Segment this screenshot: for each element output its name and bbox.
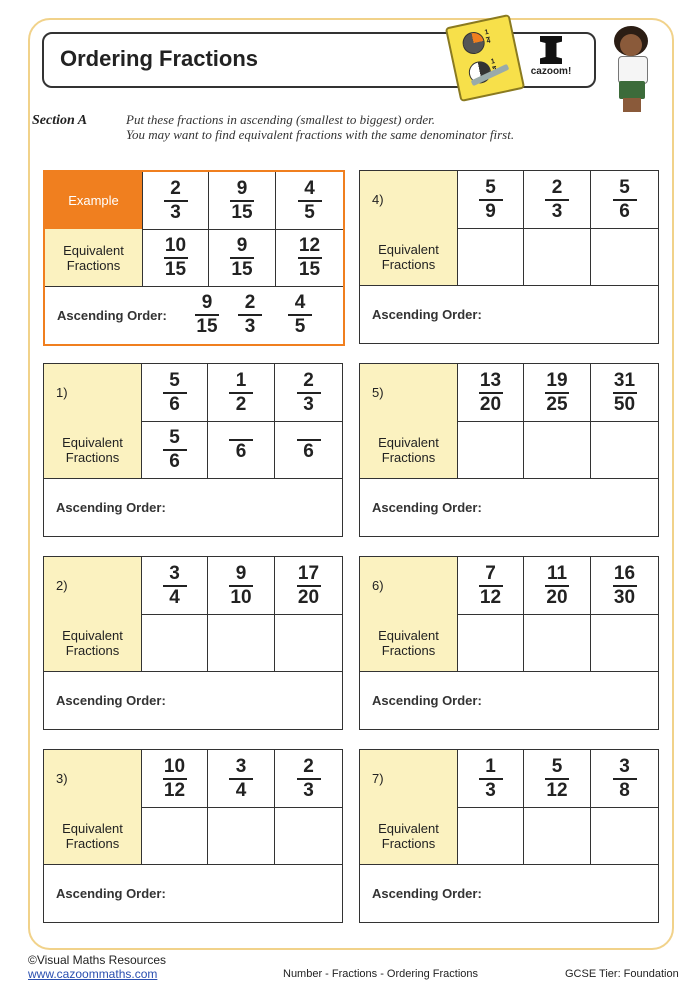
fraction: [298, 179, 322, 223]
equivalent-answer-cell[interactable]: [275, 421, 342, 478]
fraction-denominator: 30: [613, 586, 636, 608]
ascending-row[interactable]: [360, 671, 658, 729]
equivalent-fractions-label: Equivalent Fractions: [45, 229, 143, 286]
equivalent-answer-cell[interactable]: [524, 614, 591, 671]
equivalent-fractions-label: Equivalent Fractions: [360, 228, 458, 285]
equivalent-fractions-label: Equivalent Fractions: [360, 421, 458, 478]
equivalent-answer-cell[interactable]: [591, 614, 658, 671]
notebook-fraction-1: 1 4: [484, 28, 492, 46]
question-box: [43, 556, 343, 730]
fractions-row: [44, 750, 342, 808]
fraction-numerator: 31: [613, 369, 636, 391]
equivalent-answer-cell[interactable]: [458, 807, 524, 864]
fraction-denominator: 6: [303, 440, 314, 462]
fraction-numerator: 4: [294, 292, 306, 313]
equivalent-answer-cell[interactable]: [524, 421, 591, 478]
fraction: [230, 236, 254, 280]
fraction-denominator: 9: [485, 200, 496, 222]
footer-topic: Number - Fractions - Ordering Fractions: [283, 968, 478, 980]
fraction-denominator: 6: [619, 200, 630, 222]
fraction: [229, 564, 253, 608]
fraction-cell: [276, 172, 343, 229]
fraction-denominator: 4: [235, 779, 247, 801]
fraction-numerator: 7: [485, 562, 496, 584]
fraction-numerator: 12: [298, 234, 321, 256]
fraction: [163, 564, 187, 608]
fraction: [545, 564, 569, 608]
footer-copyright: ©Visual Maths Resources: [28, 953, 167, 967]
footer-tier: GCSE Tier: Foundation: [565, 968, 679, 980]
ascending-row[interactable]: [360, 864, 658, 922]
fraction: [545, 371, 569, 415]
fraction-denominator: 6: [169, 450, 180, 472]
ascending-answer-fraction: [288, 286, 312, 344]
notebook-fraction-2: 1: [490, 58, 497, 75]
fraction: [297, 371, 321, 415]
fraction-denominator: 15: [196, 316, 218, 337]
ascending-order-label: Ascending Order:: [372, 499, 482, 515]
fraction: [613, 564, 637, 608]
footer-credits: [28, 953, 166, 981]
ascending-row[interactable]: [44, 864, 342, 922]
fraction-denominator: 2: [235, 393, 247, 415]
fraction-denominator: 20: [297, 586, 320, 608]
equivalent-answer-cell[interactable]: [209, 229, 276, 286]
fraction-cell: [458, 364, 524, 421]
ascending-row[interactable]: [360, 285, 658, 343]
fraction: [298, 236, 322, 280]
fraction: [163, 428, 187, 472]
equivalent-row: [44, 421, 342, 479]
fraction-denominator: 3: [551, 200, 563, 222]
equivalent-row: [44, 614, 342, 672]
fractions-row: [44, 364, 342, 422]
fraction-denominator: 20: [546, 586, 568, 608]
fraction: [163, 757, 187, 801]
equivalent-row: [360, 614, 658, 672]
ascending-order-label: Ascending Order:: [56, 499, 166, 515]
fraction-numerator: 2: [303, 755, 314, 777]
ascending-answer-fraction: [195, 286, 219, 344]
fraction-denominator: 15: [231, 258, 253, 280]
fraction-cell: [275, 557, 342, 614]
question-box: [359, 170, 659, 344]
question-number: 6): [360, 557, 458, 614]
fraction: [288, 293, 312, 337]
fraction: [297, 564, 321, 608]
fraction-numerator: 1: [485, 755, 496, 777]
equivalent-answer-cell[interactable]: [275, 614, 342, 671]
equivalent-answer-cell[interactable]: [142, 807, 208, 864]
fraction-denominator: 15: [298, 258, 321, 280]
fraction-cell: [524, 364, 591, 421]
fraction-cell: [524, 750, 591, 807]
ascending-order-label: Ascending Order:: [56, 692, 166, 708]
fraction: [613, 178, 637, 222]
equivalent-answer-cell[interactable]: [524, 807, 591, 864]
cazoom-logo-text: cazoom!: [530, 66, 572, 77]
equivalent-answer-cell[interactable]: [142, 421, 208, 478]
fraction-cell: [208, 557, 275, 614]
equivalent-answer-cell[interactable]: [142, 614, 208, 671]
fraction: [297, 757, 321, 801]
fraction-denominator: 15: [164, 258, 187, 280]
question-box: [43, 749, 343, 923]
equivalent-answer-cell[interactable]: [458, 228, 524, 285]
fraction-denominator: 25: [546, 393, 568, 415]
equivalent-row: [44, 807, 342, 865]
question-box: [359, 749, 659, 923]
fractions-row: [44, 557, 342, 615]
fractions-row: [360, 750, 658, 808]
fraction-numerator: 2: [244, 292, 256, 313]
fraction: [163, 371, 187, 415]
fraction-numerator: 2: [303, 369, 314, 391]
fractions-row: [360, 557, 658, 615]
fraction-cell: [142, 750, 208, 807]
student-character-illustration: [610, 26, 654, 114]
fraction-cell: [142, 364, 208, 421]
ascending-order-label: Ascending Order:: [372, 692, 482, 708]
fraction: [229, 438, 253, 462]
fraction-numerator: 5: [485, 176, 496, 198]
fraction-denominator: 3: [244, 316, 256, 337]
fraction-numerator: 5: [551, 755, 563, 777]
fraction: [613, 371, 637, 415]
ascending-row[interactable]: [45, 286, 343, 344]
fraction-denominator: 12: [546, 779, 568, 801]
equivalent-answer-cell[interactable]: [275, 807, 342, 864]
fraction-numerator: 17: [297, 562, 320, 584]
fraction-denominator: 3: [303, 779, 314, 801]
fraction-denominator: 8: [619, 779, 630, 801]
equivalent-answer-cell[interactable]: [591, 421, 658, 478]
fraction-denominator: 20: [479, 393, 502, 415]
fraction-cell: [208, 364, 275, 421]
question-number: 2): [44, 557, 142, 614]
fraction-denominator: 15: [231, 201, 253, 223]
fractions-row: [360, 364, 658, 422]
fraction: [164, 236, 188, 280]
fraction: [613, 757, 637, 801]
fraction-cell: [275, 750, 342, 807]
question-box: [359, 556, 659, 730]
fractions-row: [45, 172, 343, 230]
fraction-numerator: 19: [546, 369, 568, 391]
ascending-order-label: Ascending Order:: [372, 885, 482, 901]
fraction-cell: [143, 172, 209, 229]
fraction-numerator: 3: [169, 562, 180, 584]
ascending-row[interactable]: [44, 671, 342, 729]
example-box: [43, 170, 345, 346]
fraction: [297, 438, 321, 462]
fraction: [479, 178, 503, 222]
equivalent-answer-cell[interactable]: [208, 614, 275, 671]
ascending-row[interactable]: [360, 478, 658, 536]
equivalent-fractions-label: Equivalent Fractions: [44, 614, 142, 671]
ascending-order-label: Ascending Order:: [372, 306, 482, 322]
instructions: [126, 112, 514, 142]
equivalent-fractions-label: Equivalent Fractions: [44, 807, 142, 864]
fraction-numerator: 16: [613, 562, 636, 584]
fraction-denominator: 5: [304, 201, 315, 223]
fraction-numerator: 9: [236, 234, 248, 256]
page-title: Ordering Fractions: [60, 46, 259, 71]
fraction-numerator: 1: [235, 369, 247, 391]
equivalent-answer-cell[interactable]: [143, 229, 209, 286]
fraction: [164, 179, 188, 223]
fraction: [230, 179, 254, 223]
fraction: [479, 757, 503, 801]
fraction-numerator: 10: [164, 234, 187, 256]
question-box: [359, 363, 659, 537]
equivalent-fractions-label: Equivalent Fractions: [360, 614, 458, 671]
question-number: 4): [360, 171, 458, 228]
fraction-denominator: 6: [235, 440, 247, 462]
equivalent-fractions-label: Equivalent Fractions: [360, 807, 458, 864]
fraction-denominator: 10: [230, 586, 252, 608]
fraction-cell: [591, 364, 658, 421]
fraction-cell: [524, 171, 591, 228]
fraction-numerator: 3: [619, 755, 630, 777]
fraction: [195, 293, 219, 337]
fraction-denominator: 6: [169, 393, 180, 415]
ascending-answer-fraction: [238, 286, 262, 344]
fraction-cell: [591, 171, 658, 228]
ascending-row[interactable]: [44, 478, 342, 536]
fraction-denominator: 5: [294, 316, 306, 337]
fraction-denominator: 4: [169, 586, 180, 608]
equivalent-answer-cell[interactable]: [524, 228, 591, 285]
equivalent-answer-cell[interactable]: [208, 807, 275, 864]
equivalent-answer-cell[interactable]: [591, 807, 658, 864]
fraction-denominator: 50: [613, 393, 636, 415]
instruction-line-1: Put these fractions in ascending (smallest to biggest) order.: [126, 112, 435, 127]
equivalent-answer-cell[interactable]: [208, 421, 275, 478]
fraction-numerator: 5: [619, 176, 630, 198]
fraction-numerator: 9: [236, 177, 248, 199]
fractions-row: [360, 171, 658, 229]
fraction-cell: [142, 557, 208, 614]
fraction-numerator: 13: [479, 369, 502, 391]
pie-quarter-icon: [461, 30, 487, 56]
question-number: 7): [360, 750, 458, 807]
section-label: Section A: [32, 113, 88, 128]
fraction-numerator: 9: [235, 562, 247, 584]
fraction-numerator: 5: [169, 426, 180, 448]
footer-website-link[interactable]: www.cazoommaths.com: [28, 967, 158, 981]
fraction-denominator: 3: [485, 779, 496, 801]
equivalent-answer-cell[interactable]: [458, 421, 524, 478]
fraction-numerator: 3: [235, 755, 247, 777]
fraction-denominator: 3: [303, 393, 314, 415]
fraction-cell: [458, 171, 524, 228]
question-number: 5): [360, 364, 458, 421]
fraction-numerator: 10: [163, 755, 186, 777]
fraction-cell: [591, 750, 658, 807]
fraction-cell: [275, 364, 342, 421]
fraction: [545, 178, 569, 222]
fraction-numerator: 4: [304, 177, 315, 199]
fraction-cell: [591, 557, 658, 614]
fraction: [238, 293, 262, 337]
fraction-denominator: 3: [170, 201, 181, 223]
fraction: [229, 757, 253, 801]
equivalent-answer-cell[interactable]: [276, 229, 343, 286]
equivalent-row: [45, 229, 343, 287]
ascending-order-label: Ascending Order:: [57, 307, 167, 323]
fraction-cell: [209, 172, 276, 229]
fraction: [545, 757, 569, 801]
equivalent-answer-cell[interactable]: [591, 228, 658, 285]
cazoom-logo-mark-icon: [540, 36, 562, 64]
question-number: 1): [44, 364, 142, 421]
fraction-numerator: 2: [170, 177, 181, 199]
fraction-cell: [458, 557, 524, 614]
equivalent-answer-cell[interactable]: [458, 614, 524, 671]
fraction: [229, 371, 253, 415]
fraction-denominator: 12: [479, 586, 502, 608]
fraction-denominator: 12: [163, 779, 186, 801]
example-label: Example: [45, 172, 143, 229]
equivalent-row: [360, 807, 658, 865]
cazoom-logo: [527, 36, 575, 84]
instruction-line-2: You may want to find equivalent fractions with the same denominator first.: [126, 127, 515, 142]
fraction-numerator: 11: [546, 562, 568, 584]
fraction-numerator: 2: [551, 176, 563, 198]
fraction-cell: [458, 750, 524, 807]
fraction: [479, 371, 503, 415]
fraction: [479, 564, 503, 608]
equivalent-fractions-label: Equivalent Fractions: [44, 421, 142, 478]
fraction-cell: [524, 557, 591, 614]
fraction-cell: [208, 750, 275, 807]
ascending-order-label: Ascending Order:: [56, 885, 166, 901]
fraction-numerator: 5: [169, 369, 180, 391]
question-box: [43, 363, 343, 537]
question-number: 3): [44, 750, 142, 807]
equivalent-row: [360, 421, 658, 479]
fraction-numerator: 9: [201, 292, 213, 313]
equivalent-row: [360, 228, 658, 286]
